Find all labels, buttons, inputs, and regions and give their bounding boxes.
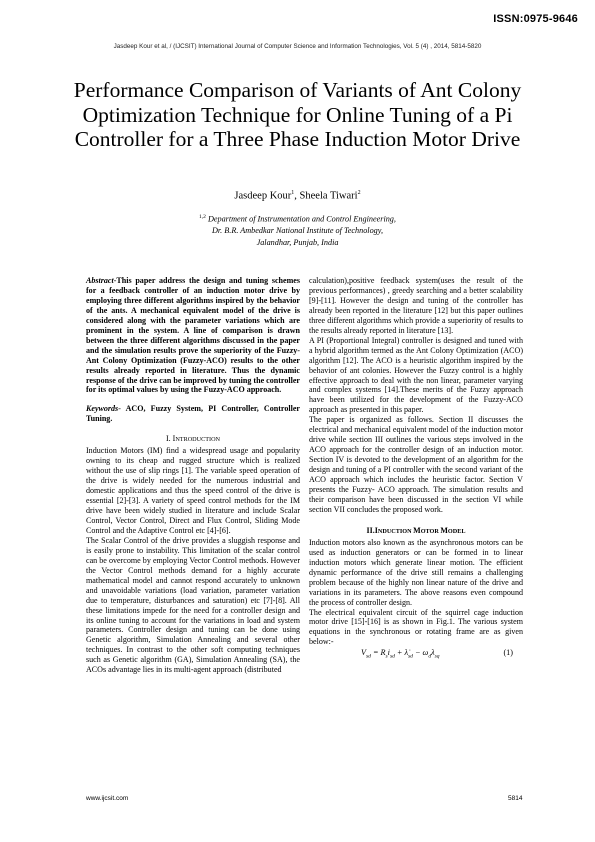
paragraph: Induction motors also known as the asynchronous motors can be used as induction generators or can be formed in to linear induction motors which generate linear motion. The efficient dynamic performance of the drive still remains a challenging problem because of the highly non linear nature of the drive and variations in its parameters. The above reasons even compound the process of controller design.	[309, 537, 523, 607]
abstract	[86, 276, 300, 395]
paper-title: Performance Comparison of Variants of Ant Colony Optimization Technique for Online Tuning of a Pi Controller for a Three Phase Induction Motor Drive	[73, 78, 522, 151]
author-superscript: 1	[291, 190, 295, 196]
running-header: Jasdeep Kour et al, / (IJCSIT) International Journal of Computer Science and Information Technologies, Vol. 5 (4) , 2014, 5814-5820	[113, 43, 482, 50]
equation-number: (1)	[503, 648, 513, 658]
paragraph: The Scalar Control of the drive provides a sluggish response and is easily prone to instability. This limitation of the scalar control can be overcome by employing Vector Control methods. However the Vector Control methods demand for a highly accurate mathematical model and cannot respond accurately to unknown and unavoidable variations (load variation, parameter variation due to temperature, disturbances and saturation) etc [7]-[8]. All these limitations impede for the need for a controller design and its online tuning to account for the variations in load and system parameters. Controller design and tuning can be done using Genetic algorithm, Simulation Annealing and several other techniques. In contrast to the other soft computing techniques such as Genetic algorithm (GA), Simulation Annealing (SA), the ACOs advantage lies in its multi-agent approach (distributed	[86, 535, 300, 675]
author-name: Jasdeep Kour	[234, 190, 292, 202]
affiliation-line: Dr. B.R. Ambedkar National Institute of Technology,	[211, 226, 384, 236]
page-number: 5814	[508, 795, 523, 802]
paragraph: A PI (Proportional Integral) controller is designed and tuned with a hybrid algorithm termed as the Ant Colony Optimization (ACO) algorithm [12]. The ACO is a heuristic algorithm inspired by the behavior of ant colonies. However the Fuzzy control is a highly effective approach to deal with the non linear, parameter varying and complex systems [14].These merits of the Fuzzy approach have been utilized for the development of the Fuzzy-ACO approach as presented in this paper.	[309, 335, 523, 415]
section-heading-motor-model: II.INDUCTION MOTOR MODEL	[366, 525, 466, 535]
keywords-text: ACO, Fuzzy System, PI Controller, Controller Tuning.	[86, 404, 300, 424]
issn-label: ISSN:0975-9646	[493, 13, 578, 25]
paragraph: The electrical equivalent circuit of the squirrel cage induction motor drive [15]-[16] is as shown in Fig.1. The various system equations in the synchronous or rotating frame are as given below:-	[309, 607, 523, 647]
abstract-label: Abstract-	[86, 276, 117, 285]
affiliation-line: Jalandhar, Punjab, India	[256, 237, 339, 247]
keywords-label: Keywords-	[86, 404, 121, 414]
author-separator: ,	[294, 190, 300, 202]
affiliation-superscript: 1,2	[199, 214, 206, 220]
author-line	[0, 190, 595, 202]
affiliation-line: $^{1,2}$ Department of Instrumentation and Control Engineering,	[199, 214, 396, 224]
right-column	[309, 276, 523, 661]
equation-expression: $V_{sd} = R_si_{sd}$ + $\lambdȧ_{sd} - \omega_d\lambda_{sq}$	[361, 648, 440, 660]
section-heading-introduction: I. INTRODUCTION	[165, 434, 221, 444]
left-column	[86, 276, 300, 675]
abstract-text: This paper address the design and tuning schemes for a feedback controller of an induction motor drive by employing three different algorithms inspired by the behavior of the ants. A mechanical equivalent model of the drive is considered along with the parameter variations which are prominent in the system. A line of comparison is drawn between the three different algorithms discussed in the paper and the simulation results prove the superiority of the Fuzzy-Ant Colony Optimization (Fuzzy-ACO) results to the other results already reported in literature. Thus the dynamic response of the drive can be improved by tuning the controller for its optimal values by using the Fuzzy-ACO approach.	[86, 276, 300, 395]
footer-url: www.ijcsit.com	[86, 795, 129, 802]
keywords	[86, 404, 300, 424]
paragraph: Induction Motors (IM) find a widespread usage and popularity owning to its cheap and rugged structure which is realized without the use of slip rings [1]. The variable speed operation of the drive is widely needed for the numerous industrial and domestic applications and thus the speed control of the drive is essential [2]-[3]. A variety of speed control methods for the IM drive have been widely studied in literature and include Scalar Control, Vector Control, Direct and Flux Control, Sliding Mode Control and the Adaptive Control etc [4]-[6].	[86, 446, 300, 535]
equation-1	[309, 648, 523, 661]
paragraph: The paper is organized as follows. Section II discusses the electrical and mechanical equivalent model of the induction motor drive while section III outlines the various steps involved in the ACO approach for the controller design of an induction motor. Section IV is devoted to the development of an algorithm for the design and tuning of a PI controller with the second variant of the ACO approach which includes the heuristic factor. Section V presents the Fuzzy- ACO approach. The simulation results and their comparison have been discussed in the section VI while section VII concludes the proposed work.	[309, 415, 523, 514]
affiliation	[0, 212, 595, 248]
paragraph: calculation),positive feedback system(uses the result of the previous performances) , greedy searching and a better scalability [9]-[11]. However the design and tuning of the controller has already been reported in the literature [12] but this paper outlines three different algorithms which provide a superiority of results to the results already reported in literature [13].	[309, 276, 523, 335]
author-name: Sheela Tiwari	[299, 190, 358, 202]
author-superscript: 2	[357, 190, 361, 196]
